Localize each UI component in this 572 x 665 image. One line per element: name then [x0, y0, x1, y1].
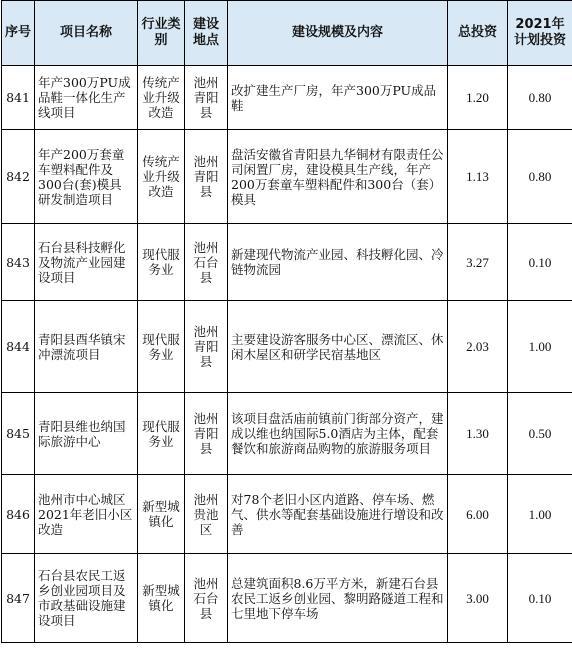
cell-plan: 0.80	[508, 130, 572, 224]
header-name: 项目名称	[35, 1, 138, 66]
table-row	[2, 554, 572, 643]
cell-location: 池州青阳县	[185, 130, 228, 224]
cell-total: 3.00	[448, 554, 508, 643]
table-row	[2, 475, 572, 554]
header-row	[2, 1, 572, 66]
cell-seq: 845	[2, 393, 35, 475]
header-scope: 建设规模及内容	[228, 1, 448, 66]
cell-industry: 新型城镇化	[138, 554, 185, 643]
cell-seq: 843	[2, 224, 35, 301]
cell-location: 池州贵池区	[185, 475, 228, 554]
cell-seq: 841	[2, 66, 35, 130]
cell-total: 1.30	[448, 393, 508, 475]
cell-name: 石台县农民工返乡创业园项目及市政基础设施建设项目	[35, 554, 138, 643]
cell-scope: 盘活安徽省青阳县九华铜材有限责任公司闲置厂房，建设模具生产线，年产200万套童车塑料配件和300台（套）模具	[228, 130, 448, 224]
cell-scope: 主要建设游客服务中心区、漂流区、休闲木屋区和研学民宿基地区	[228, 301, 448, 393]
cell-scope: 新建现代物流产业园、科技孵化园、冷链物流园	[228, 224, 448, 301]
cell-plan: 0.10	[508, 224, 572, 301]
cell-name: 年产300万PU成品鞋一体化生产线项目	[35, 66, 138, 130]
cell-industry: 传统产业升级改造	[138, 66, 185, 130]
cell-total: 2.03	[448, 301, 508, 393]
cell-industry: 现代服务业	[138, 393, 185, 475]
cell-plan: 0.10	[508, 554, 572, 643]
table-row	[2, 130, 572, 224]
cell-scope: 总建筑面积8.6万平方米，新建石台县农民工返乡创业园、黎明路隧道工程和七里地下停车场	[228, 554, 448, 643]
cell-seq: 842	[2, 130, 35, 224]
cell-industry: 传统产业升级改造	[138, 130, 185, 224]
cell-scope: 该项目盘活庙前镇前门街部分资产，建成以维也纳国际5.0酒店为主体，配套餐饮和旅游商品购物的旅游服务项目	[228, 393, 448, 475]
cell-industry: 现代服务业	[138, 301, 185, 393]
cell-industry: 现代服务业	[138, 224, 185, 301]
cell-plan: 0.50	[508, 393, 572, 475]
cell-name: 石台县科技孵化及物流产业园建设项目	[35, 224, 138, 301]
cell-scope: 改扩建生产厂房，年产300万PU成品鞋	[228, 66, 448, 130]
cell-industry: 新型城镇化	[138, 475, 185, 554]
cell-scope: 对78个老旧小区内道路、停车场、燃气、供水等配套基础设施进行增设和改善	[228, 475, 448, 554]
cell-name: 青阳县酉华镇宋冲漂流项目	[35, 301, 138, 393]
cell-total: 6.00	[448, 475, 508, 554]
cell-name: 青阳县维也纳国际旅游中心	[35, 393, 138, 475]
cell-location: 池州石台县	[185, 554, 228, 643]
cell-total: 3.27	[448, 224, 508, 301]
header-seq: 序号	[2, 1, 35, 66]
cell-location: 池州青阳县	[185, 66, 228, 130]
header-location: 建设地点	[185, 1, 228, 66]
header-industry: 行业类别	[138, 1, 185, 66]
cell-seq: 847	[2, 554, 35, 643]
table-row	[2, 301, 572, 393]
cell-name: 年产200万套童车塑料配件及300台(套)模具研发制造项目	[35, 130, 138, 224]
cell-location: 池州青阳县	[185, 301, 228, 393]
cell-plan: 0.80	[508, 66, 572, 130]
table-row	[2, 224, 572, 301]
cell-location: 池州石台县	[185, 224, 228, 301]
cell-seq: 846	[2, 475, 35, 554]
cell-location: 池州青阳县	[185, 393, 228, 475]
cell-total: 1.13	[448, 130, 508, 224]
project-table	[1, 0, 572, 643]
cell-plan: 1.00	[508, 475, 572, 554]
table-row	[2, 66, 572, 130]
cell-seq: 844	[2, 301, 35, 393]
header-plan: 2021年计划投资	[508, 1, 572, 66]
cell-total: 1.20	[448, 66, 508, 130]
cell-plan: 1.00	[508, 301, 572, 393]
header-total: 总投资	[448, 1, 508, 66]
cell-name: 池州市中心城区2021年老旧小区改造	[35, 475, 138, 554]
table-row	[2, 393, 572, 475]
